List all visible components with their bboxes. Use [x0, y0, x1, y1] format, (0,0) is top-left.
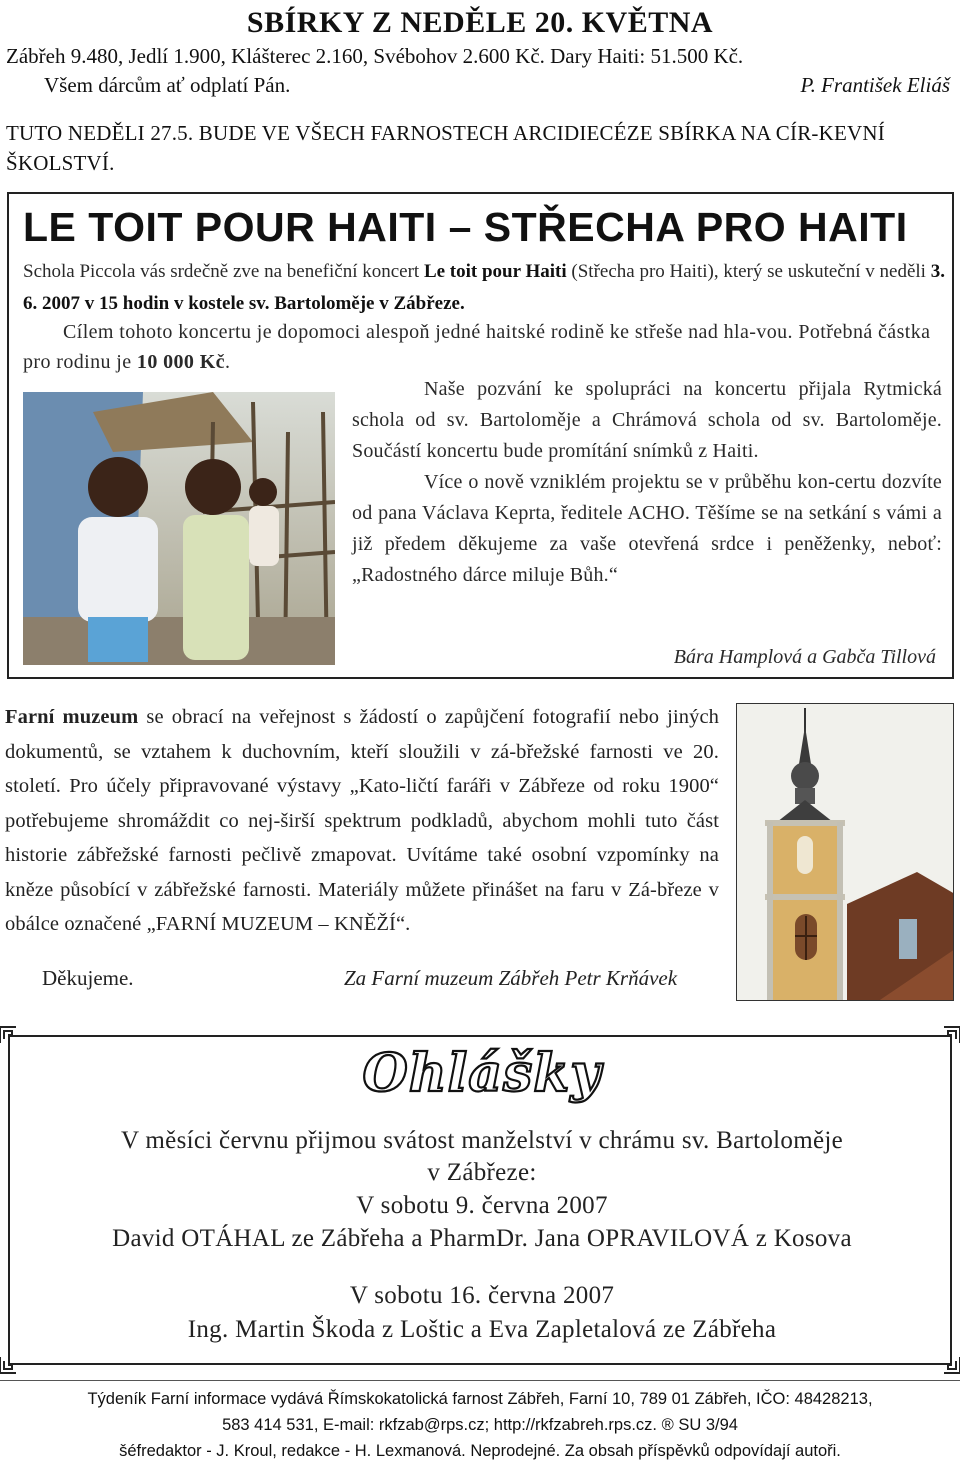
museum-appeal-text: se obrací na veřejnost s žádostí o zapůjčení fotografií nebo jiných dokumentů, se vztahem k duchovním, kteří sloužili v zá-břežské farnosti ve 20. století. Pro účely připravované výstavy „Kato-ličtí faráři v Zábřeze od roku 1900“ potřebujeme shromáždit co nej-širší spektrum podkladů, abychom mohli tuto část historie zábřežské farnosti pečlivě zmapovat. Uvítáme také osobní vzpomínky na kněze působící v zábřežské farnosti. Materiály můžete přinášet na faru v Zá-březe v obálce označené „FARNÍ MUZEUM – KNĚŽÍ“. — [5, 706, 719, 935]
collections-signature: P. František Eliáš — [800, 73, 950, 97]
haiti-invitation-text-a: Schola Piccola vás srdečně zve na benefiční koncert — [23, 261, 424, 282]
announcements-place: v Zábřeze: — [427, 1159, 537, 1186]
haiti-goal-text: Cílem tohoto koncertu je dopomoci alespoň jedné haitské rodině ke střeše nad hla-vou. Potřebná částka pro rodinu je — [23, 321, 931, 373]
haiti-children-illustration — [23, 392, 335, 665]
announcements-heading: Ohlášky — [362, 1043, 602, 1104]
announcements-box — [8, 1035, 952, 1365]
wedding-date-2: V sobotu 16. června 2007 — [349, 1282, 615, 1309]
footer-contact: 583 414 531, E-mail: rkfzab@rps.cz; http://rkfzabreh.rps.cz. ® SU 3/94 — [222, 1416, 738, 1434]
footer-editors: šéfredaktor - J. Kroul, redakce - H. Lexmanová. Neprodejné. Za obsah příspěvků odpovídají autoři. — [119, 1442, 841, 1460]
collections-section — [0, 0, 960, 180]
wedding-date-1: V sobotu 9. června 2007 — [356, 1192, 608, 1219]
haiti-goal — [23, 317, 948, 377]
haiti-concert-date: 3. 6. 2007 v 15 hodin v kostele sv. Bartoloměje v Zábřeze. — [23, 261, 945, 314]
haiti-invitation-text-c: (Střecha pro Haiti), který se uskuteční v neděli — [566, 261, 931, 282]
collections-amounts: Zábřeh 9.480, Jedlí 1.900, Klášterec 2.160, Svébohov 2.600 Kč. Dary Haiti: 51.500 Kč. — [6, 44, 744, 68]
collections-notice: TUTO NEDĚLI 27.5. BUDE VE VŠECH FARNOSTECH ARCIDIECÉZE SBÍRKA NA CÍR-KEVNÍ ŠKOLSTVÍ. — [6, 121, 885, 175]
museum-appeal — [5, 700, 719, 942]
haiti-goal-amount: 10 000 Kč — [136, 351, 225, 373]
corner-ornament-icon — [0, 1025, 18, 1045]
announcements-intro: V měsíci červnu přijmou svátost manželství v chrámu sv. Bartoloměje — [120, 1127, 844, 1154]
church-tower-illustration — [737, 704, 954, 1001]
wedding-couple-2: Ing. Martin Škoda z Loštic a Eva Zapletalová ze Zábřeha — [187, 1316, 777, 1343]
museum-thanks: Děkujeme. — [42, 966, 134, 990]
haiti-title: LE TOIT POUR HAITI – STŘECHA PRO HAITI — [23, 204, 908, 250]
haiti-signature: Bára Hamplová a Gabča Tillová — [673, 646, 936, 668]
haiti-concert-name: Le toit pour Haiti — [423, 261, 567, 282]
haiti-children-photo — [23, 392, 335, 665]
corner-ornament-icon — [942, 1355, 960, 1375]
museum-name: Farní muzeum — [5, 706, 139, 728]
footer-publisher: Týdeník Farní informace vydává Římskokatolická farnost Zábřeh, Farní 10, 789 01 Zábřeh, IČO: 48428213, — [87, 1390, 873, 1408]
haiti-goal-end: . — [224, 351, 231, 373]
haiti-concert-box — [7, 192, 954, 679]
corner-ornament-icon — [942, 1025, 960, 1045]
collections-title: SBÍRKY Z NEDĚLE 20. KVĚTNA — [246, 6, 714, 39]
collections-blessing: Všem dárcům ať odplatí Pán. — [44, 73, 291, 97]
haiti-invitation — [23, 256, 948, 320]
footer-divider — [0, 1380, 960, 1381]
haiti-cooperation: Naše pozvání ke spolupráci na koncertu přijala Rytmická schola od sv. Bartoloměje a Chrámová schola od sv. Bartoloměje. Součástí koncertu bude promítání snímků z Haiti. — [352, 378, 942, 462]
church-tower-photo — [736, 703, 954, 1001]
museum-signature: Za Farní muzeum Zábřeh Petr Krňávek — [344, 966, 678, 990]
haiti-project-info: Více o nově vzniklém projektu se v průběhu kon-certu dozvíte od pana Václava Keprta, ředitele ACHO. Těšíme se na setkání s vámi a již předem děkujeme za vaše otevřená srdce i peněženky, neboť: „Radostného dárce miluje Bůh.“ — [352, 471, 942, 586]
corner-ornament-icon — [0, 1355, 18, 1375]
haiti-details — [352, 374, 942, 591]
wedding-couple-1: David OTÁHAL ze Zábřeha a PharmDr. Jana OPRAVILOVÁ z Kosova — [112, 1225, 852, 1252]
